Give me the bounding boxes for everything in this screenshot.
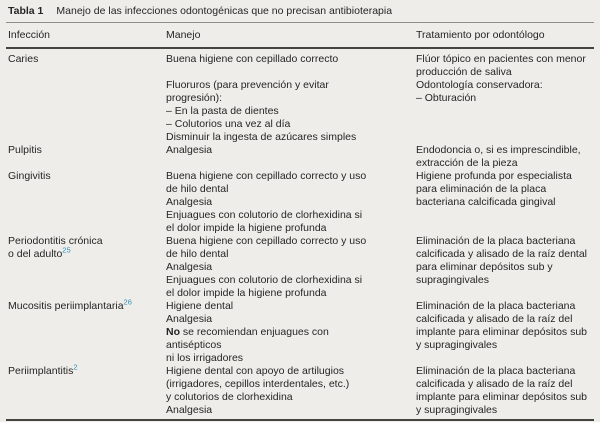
cell-line: calcificada y alisado de la raíz del (416, 313, 573, 325)
cell-line: – Obturación (416, 92, 477, 104)
cell-line: Buena higiene con cepillado correcto (166, 53, 339, 65)
tratamiento-cell (416, 144, 594, 170)
manejo-cell (166, 235, 416, 300)
cell-line: ni los irrigadores (166, 352, 244, 364)
cell-line: Endodoncia o, si es imprescindible, (416, 144, 581, 156)
table-row (6, 144, 594, 170)
cell-line: Pulpitis (8, 144, 42, 156)
cell-line: Enjuagues con colutorio de clorhexidina si (166, 209, 363, 221)
tratamiento-cell (416, 235, 594, 287)
tratamiento-cell (416, 300, 594, 352)
cell-line: Buena higiene con cepillado correcto y uso (166, 235, 367, 247)
cell-line: Gingivitis (8, 170, 51, 182)
table-caption-label: Tabla 1 (8, 5, 44, 17)
cell-line (166, 66, 416, 79)
citation-link[interactable]: 26 (123, 297, 132, 307)
manejo-cell (166, 170, 416, 235)
tratamiento-cell (416, 365, 594, 417)
cell-line: extracción de la pieza (416, 157, 518, 169)
manejo-cell (166, 53, 416, 144)
cell-line: Mucositis periimplantaria$^{26}$ (8, 297, 132, 312)
cell-line: de hilo dental (166, 248, 229, 260)
table-caption (6, 0, 594, 20)
cell-line: – En la pasta de dientes (166, 105, 279, 117)
cell-line: Periimplantitis$^2$ (8, 362, 78, 377)
table-row (6, 53, 594, 144)
infection-cell (6, 235, 166, 261)
cell-line: Fluoruros (para prevención y evitar (166, 79, 329, 91)
table-row (6, 297, 594, 365)
infection-cell (6, 297, 166, 313)
cell-line: bacteriana calcificada gingival (416, 196, 556, 208)
citation-link[interactable]: 2 (73, 362, 78, 372)
cell-line: para eliminación de la placa (416, 183, 547, 195)
cell-line: Analgesia (166, 144, 213, 156)
manejo-cell (166, 365, 416, 417)
table-row (6, 235, 594, 300)
cell-line: Analgesia (166, 404, 213, 416)
cell-line: Analgesia (166, 196, 213, 208)
tratamiento-cell (416, 170, 594, 209)
cell-line: supragingivales (416, 274, 489, 286)
cell-line: calcificada y alisado de la raíz dental (416, 248, 588, 260)
cell-line: Higiene dental (166, 300, 234, 312)
cell-line: (irrigadores, cepillos interdentales, etc.) (166, 378, 350, 390)
cell-line: Analgesia (166, 313, 213, 325)
cell-line: Eliminación de la placa bacteriana (416, 365, 576, 377)
citation-link[interactable]: 25 (62, 245, 71, 255)
cell-line: – Colutorios una vez al día (166, 118, 291, 130)
cell-line: antisépticos (166, 339, 222, 351)
cell-line: el dolor impide la higiene profunda (166, 222, 327, 234)
cell-line: Eliminación de la placa bacteriana (416, 300, 576, 312)
cell-line: Eliminación de la placa bacteriana (416, 235, 576, 247)
table-header-row (6, 23, 594, 47)
cell-line: implante para eliminar depósitos sub (416, 326, 588, 338)
tratamiento-cell (416, 53, 594, 105)
column-header-infeccion: Infección (8, 29, 51, 41)
column-header-manejo: Manejo (166, 29, 201, 41)
infection-cell (6, 53, 166, 66)
cell-line: No se recomiendan enjuagues con (166, 326, 329, 338)
infection-cell (6, 144, 166, 157)
table-row (6, 170, 594, 235)
infection-cell (6, 170, 166, 183)
cell-line: el dolor impide la higiene profunda (166, 287, 327, 299)
cell-line: para eliminar depósitos sub y (416, 261, 553, 273)
cell-line: Odontología conservadora: (416, 79, 543, 91)
infection-cell (6, 362, 166, 378)
cell-line: Higiene profunda por especialista (416, 170, 572, 182)
manejo-cell (166, 300, 416, 365)
cell-line: Caries (8, 53, 39, 65)
cell-line: y colutorios de clorhexidina (166, 391, 293, 403)
cell-line: progresión): (166, 92, 223, 104)
cell-line: de hilo dental (166, 183, 229, 195)
cell-line: Enjuagues con colutorio de clorhexidina si (166, 274, 363, 286)
cell-line: Flúor tópico en pacientes con menor (416, 53, 586, 65)
cell-line: Disminuir la ingesta de azúcares simples (166, 131, 357, 143)
column-header-tratamiento: Tratamiento por odontólogo (416, 29, 545, 41)
cell-line: y supragingivales (416, 339, 498, 351)
cell-line: Buena higiene con cepillado correcto y uso (166, 170, 367, 182)
cell-line: Analgesia (166, 261, 213, 273)
table-body (6, 49, 594, 419)
table-caption-text: Manejo de las infecciones odontogénicas que no precisan antibioterapia (56, 5, 393, 17)
table-row (6, 362, 594, 417)
cell-line: Periodontitis crónica (8, 235, 103, 247)
cell-line: y supragingivales (416, 404, 498, 416)
cell-line: calcificada y alisado de la raíz del (416, 378, 573, 390)
cell-line: Higiene dental con apoyo de artilugios (166, 365, 345, 377)
cell-line: implante para eliminar depósitos sub (416, 391, 588, 403)
cell-line: producción de saliva (416, 66, 512, 78)
table-bottom-rule (6, 419, 594, 421)
manejo-cell (166, 144, 416, 157)
cell-line: o del adulto$^{25}$ (8, 245, 71, 260)
